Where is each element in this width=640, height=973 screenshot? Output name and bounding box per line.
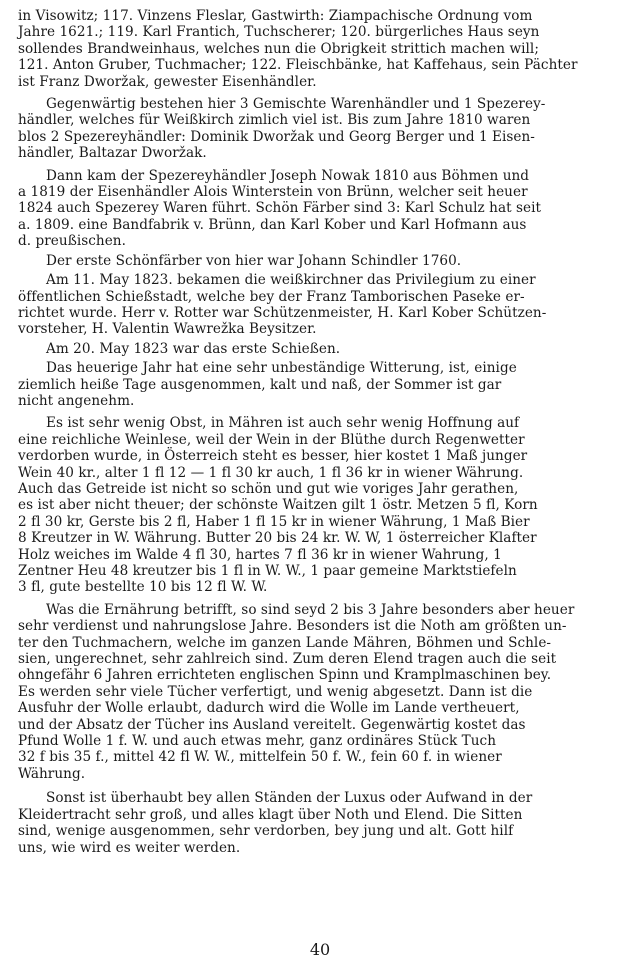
text-line: sehr verdienst und nahrungslose Jahre. Besonders ist die Noth am größten un-	[18, 618, 567, 635]
text-line: Dann kam der Spezereyhändler Joseph Nowak 1810 aus Böhmen und	[46, 167, 530, 184]
text-line: Holz weiches im Walde 4 fl 30, hartes 7 fl 36 kr in wiener Wahrung, 1	[18, 546, 502, 563]
paragraph-weather	[18, 360, 622, 409]
document-page	[18, 8, 622, 856]
paragraph-dyers	[18, 168, 622, 250]
text-line: Pfund Wolle 1 f. W. und auch etwas mehr, ganz ordinäres Stück Tuch	[18, 733, 497, 750]
paragraph-prices	[18, 415, 622, 595]
text-line: Zentner Heu 48 kreutzer bis 1 fl in W. W., 1 paar gemeine Marktstiefeln	[18, 563, 517, 579]
text-line: Der erste Schönfärber von hier war Johann Schindler 1760.	[46, 252, 462, 269]
paragraph-luxury	[18, 790, 622, 856]
text-line: in Visowitz; 117. Vinzens Fleslar, Gastwirth: Ziampachische Ordnung vom	[18, 8, 533, 24]
text-line: 3 fl, gute bestellte 10 bis 12 fl W. W.	[18, 579, 268, 596]
text-line: und der Absatz der Tücher ins Ausland vereitelt. Gegenwärtig kostet das	[18, 716, 526, 733]
paragraph-merchants	[18, 96, 622, 162]
text-line: uns, wie wird es weiter werden.	[18, 839, 241, 856]
text-line: sind, wenige ausgenommen, sehr verdorben, bey jung und alt. Gott hilf	[18, 823, 514, 840]
text-line: ter den Tuchmachern, welche im ganzen Lande Mähren, Böhmen und Schle-	[18, 634, 552, 651]
page-number: 40	[309, 940, 331, 959]
text-line: sien, ungerechnet, sehr zahlreich sind. Zum deren Elend tragen auch die seit	[18, 651, 557, 668]
text-line: ziemlich heiße Tage ausgenommen, kalt und naß, der Sommer ist gar	[18, 376, 502, 393]
text-line: d. preußischen.	[18, 233, 126, 250]
paragraph-first-shooting	[18, 341, 622, 357]
text-line: es ist aber nicht theuer; der schönste Waitzen gilt 1 östr. Metzen 5 fl, Korn	[18, 497, 538, 514]
text-line: 2 fl 30 kr, Gerste bis 2 fl, Haber 1 fl 15 kr in wiener Währung, 1 Maß Bier	[18, 513, 530, 530]
text-line: Das heuerige Jahr hat eine sehr unbeständige Witterung, ist, einige	[46, 360, 517, 377]
paragraph-house-list	[18, 8, 622, 90]
text-line: Es werden sehr viele Tücher verfertigt, und wenig abgesetzt. Dann ist die	[18, 683, 533, 700]
text-line: Am 11. May 1823. bekamen die weißkirchner das Privilegium zu einer	[46, 272, 536, 289]
text-line: händler, Baltazar Dworžak.	[18, 145, 207, 162]
text-line: 121. Anton Gruber, Tuchmacher; 122. Fleischbänke, hat Kaffehaus, sein Pächter	[18, 57, 578, 74]
text-line: a. 1809. eine Bandfabrik v. Brünn, dan Karl Kober und Karl Hofmann aus	[18, 216, 527, 233]
text-line: verdorben wurde, in Österreich steht es besser, hier kostet 1 Maß junger	[18, 448, 528, 465]
text-line: Ausfuhr der Wolle erlaubt, dadurch wird die Wolle im Lande vertheuert,	[18, 700, 520, 717]
text-line: 8 Kreutzer in W. Währung. Butter 20 bis 24 kr. W. W, 1 österreicher Klafter	[18, 530, 537, 547]
text-line: öffentlichen Schießstadt, welche bey der Franz Tamborischen Paseke er-	[18, 288, 525, 305]
text-line: richtet wurde. Herr v. Rotter war Schützenmeister, H. Karl Kober Schützen-	[18, 304, 547, 321]
text-line: Wein 40 kr., alter 1 fl 12 — 1 fl 30 kr auch, 1 fl 36 kr in wiener Währung.	[18, 464, 524, 481]
paragraph-first-dyer	[18, 253, 622, 269]
text-line: Kleidertracht sehr groß, und alles klagt über Noth und Elend. Die Sitten	[18, 806, 523, 823]
text-line: händler, welches für Weißkirch zimlich viel ist. Bis zum Jahre 1810 waren	[18, 112, 531, 129]
text-line: sollendes Brandweinhaus, welches nun die Obrigkeit strittich machen will;	[18, 40, 539, 57]
paragraph-shooting-range	[18, 272, 622, 338]
text-line: vorsteher, H. Valentin Wawrežka Beysitzer.	[18, 321, 317, 338]
text-line: 1824 auch Spezerey Waren führt. Schön Färber sind 3: Karl Schulz hat seit	[18, 200, 542, 217]
text-line: nicht angenehm.	[18, 392, 135, 409]
text-line: Was die Ernährung betrifft, so sind seyd 2 bis 3 Jahre besonders aber heuer	[46, 601, 575, 618]
text-line: Am 20. May 1823 war das erste Schießen.	[46, 340, 341, 357]
text-line: ist Franz Dworžak, gewester Eisenhändler.	[18, 73, 317, 90]
paragraph-nutrition	[18, 602, 622, 782]
text-line: ohngefähr 6 Jahren errichteten englischen Spinn und Kramplmaschinen bey.	[18, 667, 552, 684]
text-line: Jahre 1621.; 119. Karl Frantich, Tuchscherer; 120. bürgerliches Haus seyn	[18, 24, 540, 41]
text-line: blos 2 Spezereyhändler: Dominik Dworžak und Georg Berger und 1 Eisen-	[18, 128, 535, 145]
text-line: Währung.	[18, 765, 86, 782]
text-line: 32 f bis 35 f., mittel 42 fl W. W., mittelfein 50 f. W., fein 60 f. in wiener	[18, 749, 502, 766]
text-line: Sonst ist überhaubt bey allen Ständen der Luxus oder Aufwand in der	[46, 790, 533, 807]
text-line: Auch das Getreide ist nicht so schön und gut wie voriges Jahr gerathen,	[18, 480, 519, 497]
text-line: Gegenwärtig bestehen hier 3 Gemischte Warenhändler und 1 Spezerey-	[46, 96, 546, 113]
text-line: a 1819 der Eisenhändler Alois Winterstein von Brünn, welcher seit heuer	[18, 184, 528, 201]
text-line: Es ist sehr wenig Obst, in Mähren ist auch sehr wenig Hoffnung auf	[46, 415, 520, 432]
text-line: eine reichliche Weinlese, weil der Wein in der Blüthe durch Regenwetter	[18, 431, 525, 448]
